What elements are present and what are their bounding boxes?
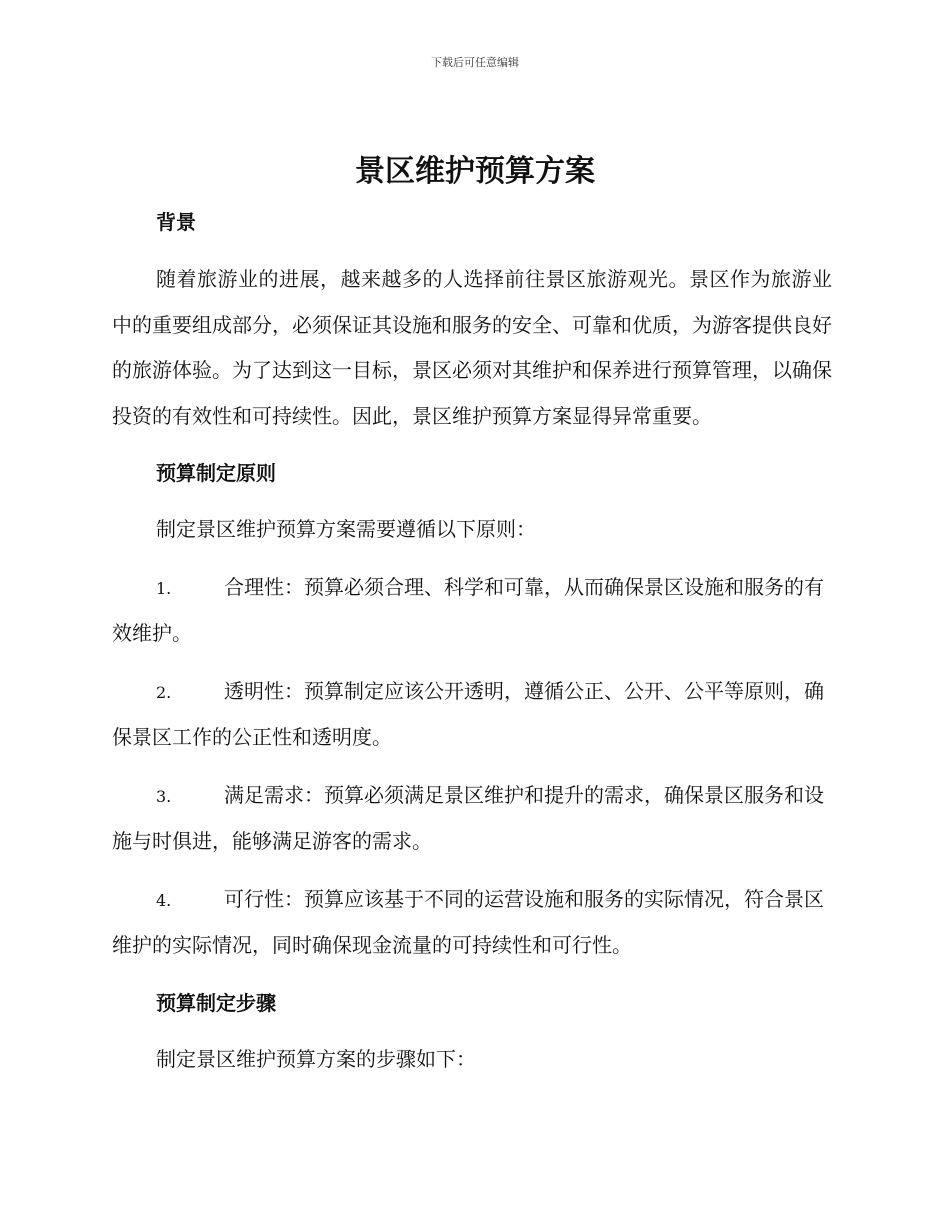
background-paragraph: 随着旅游业的进展，越来越多的人选择前往景区旅游观光。景区作为旅游业中的重要组成部分，必须保证其设施和服务的安全、可靠和优质，为游客提供良好的旅游体验。为了达到这一目标，景区必须对其维护和保养进行预算管理，以确保投资的有效性和可持续性。因此，景区维护预算方案显得异常重要。 — [112, 267, 832, 428]
section-heading-background: 背景 — [156, 210, 196, 234]
list-number: 2. — [156, 682, 172, 702]
list-item-text: 可行性：预算应该基于不同的运营设施和服务的实际情况，符合景区维护的实际情况，同时确保现金流量的可持续性和可行性。 — [112, 886, 824, 957]
list-number: 3. — [156, 786, 172, 806]
header-note: 下载后可任意编辑 — [431, 56, 519, 69]
principle-item-3 — [112, 773, 832, 865]
section-heading-steps: 预算制定步骤 — [156, 990, 276, 1015]
principles-intro: 制定景区维护预算方案需要遵循以下原则： — [156, 517, 536, 541]
principle-item-4 — [112, 877, 832, 969]
list-item-text: 满足需求：预算必须满足景区维护和提升的需求，确保景区服务和设施与时俱进，能够满足游客的需求。 — [112, 782, 824, 853]
list-number: 1. — [156, 578, 172, 598]
list-item-text: 透明性：预算制定应该公开透明，遵循公正、公开、公平等原则，确保景区工作的公正性和透明度。 — [112, 678, 824, 749]
list-number: 4. — [156, 890, 172, 910]
document-title: 景区维护预算方案 — [355, 154, 595, 189]
principle-item-1 — [112, 565, 832, 657]
section-heading-principles: 预算制定原则 — [156, 461, 276, 485]
steps-intro: 制定景区维护预算方案的步骤如下： — [156, 1046, 476, 1071]
document-body — [112, 200, 832, 1082]
list-item-text: 合理性：预算必须合理、科学和可靠，从而确保景区设施和服务的有效维护。 — [112, 574, 824, 645]
principle-item-2 — [112, 669, 832, 761]
